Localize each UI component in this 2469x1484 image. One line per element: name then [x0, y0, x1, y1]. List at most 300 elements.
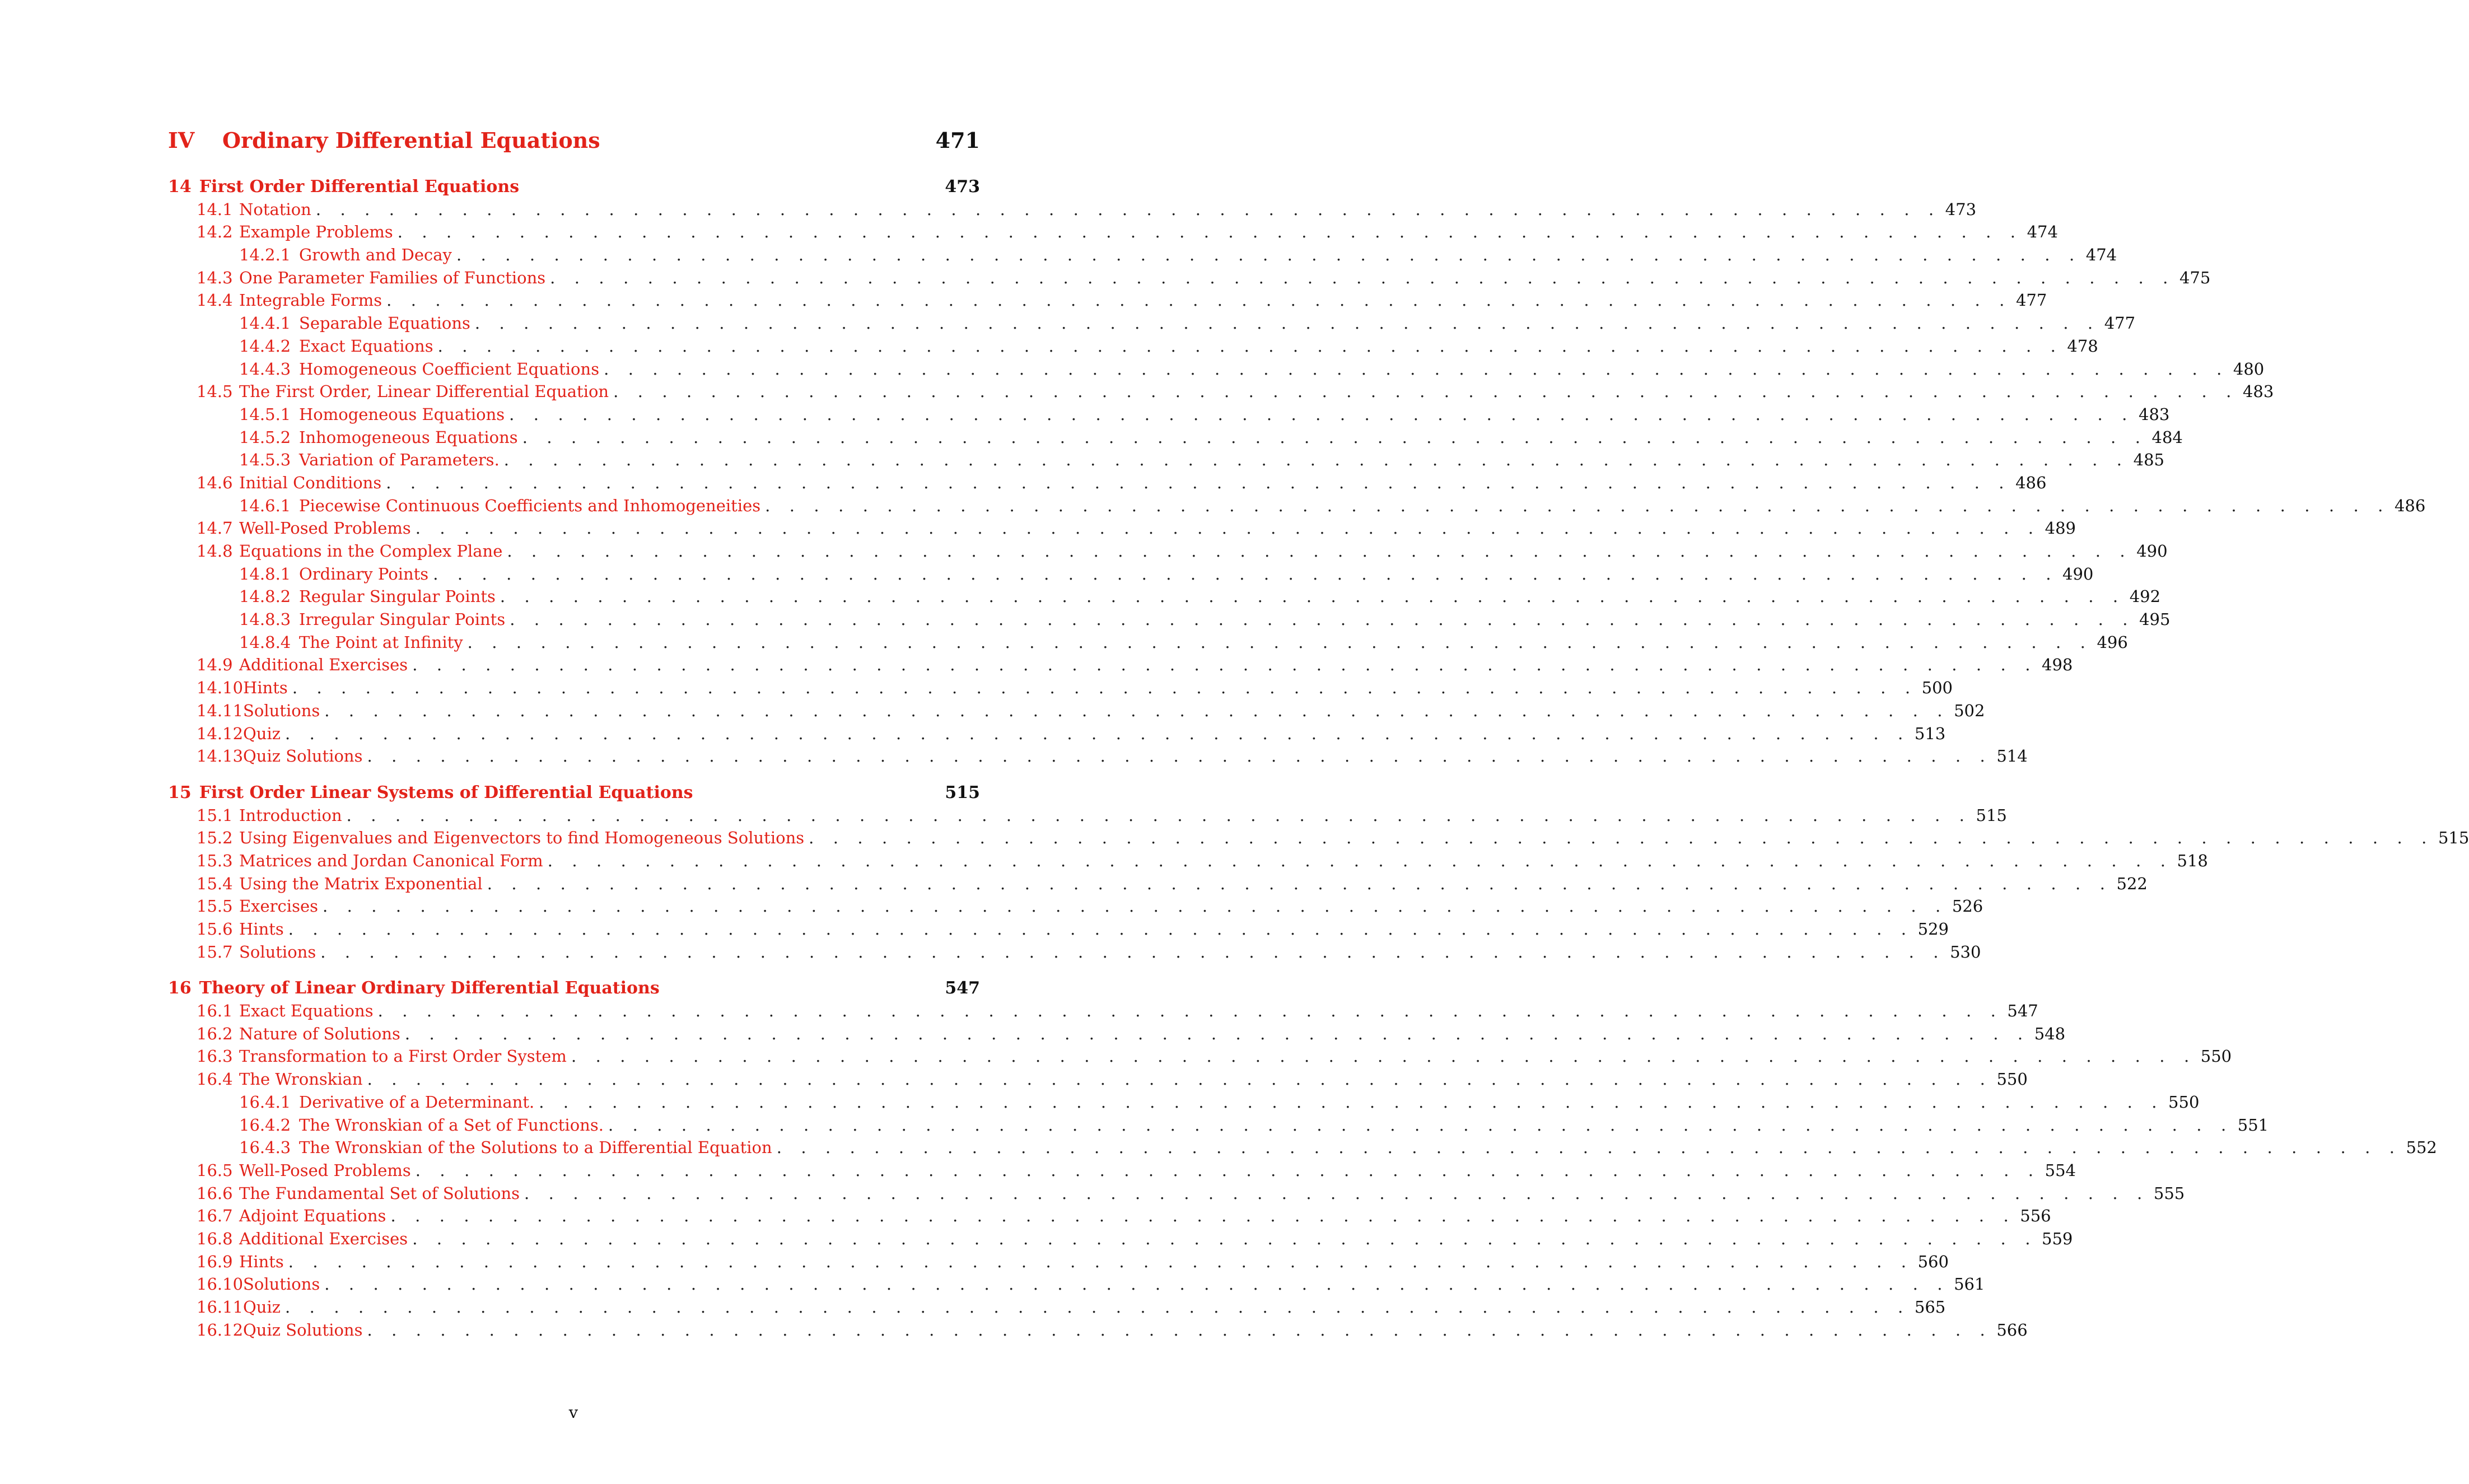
- section-number: 14.12: [197, 724, 244, 743]
- section-page: 490: [2136, 542, 2168, 561]
- toc-entry: [168, 874, 2148, 897]
- chapter-entries: [168, 805, 2469, 965]
- chapter-link[interactable]: [168, 177, 519, 197]
- chapter-number: 14: [168, 177, 192, 197]
- section-number: 14.7: [197, 519, 233, 538]
- toc-entry: [168, 1047, 2232, 1070]
- section-number: 15.6: [197, 920, 233, 939]
- chapter-heading: [168, 177, 980, 200]
- dot-leader: . . . . . . . . . . . . . . . . . . . . . . . . . . . . . . . . . . . . . . . . . . . . . . . . . . . . . . . . . . . . . . . . . . .: [547, 851, 2173, 870]
- toc-entry-link[interactable]: [197, 1252, 284, 1271]
- section-number: 16.6: [197, 1183, 233, 1203]
- toc-entry-link[interactable]: [239, 314, 470, 333]
- section-page: 489: [2045, 519, 2076, 538]
- toc-entry-link[interactable]: [197, 200, 311, 219]
- dot-leader: . . . . . . . . . . . . . . . . . . . . . . . . . . . . . . . . . . . . . . . . . . . . . . . . . . . . . . . . . . . . . . . . . . .: [346, 805, 1972, 825]
- chapter-number: 16: [168, 978, 192, 998]
- toc-entry-link[interactable]: [197, 678, 288, 697]
- dot-leader: . . . . . . . . . . . . . . . . . . . . . . . . . . . . . . . . . . . . . . . . . . . . . . . . . . . . . . . . . . . . . . . . . . .: [323, 897, 1948, 916]
- toc-entry: [168, 336, 2098, 360]
- dot-leader: . . . . . . . . . . . . . . . . . . . . . . . . . . . . . . . . . . . . . . . . . . . . . . . . . . . . . . . . . . . . . . . . . . .: [608, 1115, 2233, 1135]
- section-number: 16.5: [197, 1160, 233, 1180]
- section-title: Solutions: [239, 942, 316, 962]
- section-number: 14.11: [197, 701, 244, 720]
- toc-entry-link[interactable]: [197, 222, 393, 241]
- toc-entry: [168, 314, 2136, 337]
- toc-entry-link[interactable]: [197, 851, 543, 870]
- chapter-link[interactable]: [168, 978, 660, 998]
- section-number: 14.6.1: [239, 496, 291, 515]
- toc-entry-link[interactable]: [239, 405, 505, 424]
- toc-entry-link[interactable]: [239, 245, 452, 264]
- section-title: Exercises: [239, 897, 318, 916]
- dot-leader: . . . . . . . . . . . . . . . . . . . . . . . . . . . . . . . . . . . . . . . . . . . . . . . . . . . . . . . . . . . . . . . . . . .: [437, 336, 2063, 356]
- dot-leader: . . . . . . . . . . . . . . . . . . . . . . . . . . . . . . . . . . . . . . . . . . . . . . . . . . . . . . . . . . . . . . . . . . .: [433, 564, 2059, 584]
- dot-leader: . . . . . . . . . . . . . . . . . . . . . . . . . . . . . . . . . . . . . . . . . . . . . . . . . . . . . . . . . . . . . . . . . . .: [613, 382, 2238, 402]
- dot-leader: . . . . . . . . . . . . . . . . . . . . . . . . . . . . . . . . . . . . . . . . . . . . . . . . . . . . . . . . . . . . . . . . . . .: [386, 291, 2011, 310]
- section-number: 16.8: [197, 1229, 233, 1248]
- dot-leader: . . . . . . . . . . . . . . . . . . . . . . . . . . . . . . . . . . . . . . . . . . . . . . . . . . . . . . . . . . . . . . . . . . .: [292, 678, 1917, 698]
- toc-entry-link[interactable]: [197, 382, 609, 401]
- dot-leader: . . . . . . . . . . . . . . . . . . . . . . . . . . . . . . . . . . . . . . . . . . . . . . . . . . . . . . . . . . . . . . . . . . .: [524, 1183, 2149, 1203]
- dot-leader: . . . . . . . . . . . . . . . . . . . . . . . . . . . . . . . . . . . . . . . . . . . . . . . . . . . . . . . . . . . . . . . . . . .: [386, 473, 2011, 492]
- section-number: 14.4: [197, 291, 233, 310]
- section-page: 475: [2179, 268, 2211, 287]
- dot-leader: . . . . . . . . . . . . . . . . . . . . . . . . . . . . . . . . . . . . . . . . . . . . . . . . . . . . . . . . . . . . . . . . . . .: [604, 359, 2229, 379]
- section-number: 14.5.1: [239, 404, 291, 424]
- section-page: 522: [2116, 874, 2148, 893]
- dot-leader: . . . . . . . . . . . . . . . . . . . . . . . . . . . . . . . . . . . . . . . . . . . . . . . . . . . . . . . . . . . . . . . . . . .: [315, 199, 1941, 219]
- section-number: 16.2: [197, 1024, 233, 1043]
- section-page: 492: [2129, 587, 2161, 606]
- toc-entry-link[interactable]: [197, 1320, 362, 1340]
- dot-leader: . . . . . . . . . . . . . . . . . . . . . . . . . . . . . . . . . . . . . . . . . . . . . . . . . . . . . . . . . . . . . . . . . . .: [324, 701, 1950, 720]
- dot-leader: . . . . . . . . . . . . . . . . . . . . . . . . . . . . . . . . . . . . . . . . . . . . . . . . . . . . . . . . . . . . . . . . . . .: [503, 450, 2129, 470]
- toc-entry-link[interactable]: [239, 450, 500, 469]
- section-page: 477: [2104, 314, 2136, 333]
- section-page: 483: [2139, 404, 2170, 424]
- toc-entry-link[interactable]: [239, 337, 433, 356]
- toc-entry: [168, 268, 2211, 291]
- chapter-entries: [168, 199, 2426, 769]
- toc-entry-link[interactable]: [197, 724, 281, 743]
- section-page: 474: [2027, 222, 2058, 242]
- dot-leader: . . . . . . . . . . . . . . . . . . . . . . . . . . . . . . . . . . . . . . . . . . . . . . . . . . . . . . . . . . . . . . . . . . .: [510, 610, 2135, 629]
- toc-entry: [168, 222, 2058, 245]
- dot-leader: . . . . . . . . . . . . . . . . . . . . . . . . . . . . . . . . . . . . . . . . . . . . . . . . . . . . . . . . . . . . . . . . . . .: [415, 519, 2041, 538]
- toc-entry: [168, 746, 2028, 769]
- toc-entry: [168, 359, 2265, 382]
- toc-entry: [168, 897, 1983, 920]
- toc-entry: [168, 678, 1953, 701]
- toc-entry-link[interactable]: [197, 806, 342, 825]
- toc-entry-link[interactable]: [197, 1047, 567, 1066]
- toc-entry-link[interactable]: [197, 268, 545, 287]
- toc-entry: [168, 199, 1977, 223]
- toc-entry: [168, 1206, 2051, 1229]
- toc-entry-link[interactable]: [197, 1161, 411, 1180]
- section-title: Quiz: [243, 1298, 281, 1317]
- chapter-15: [168, 782, 2469, 965]
- section-title: Separable Equations: [299, 314, 470, 333]
- dot-leader: . . . . . . . . . . . . . . . . . . . . . . . . . . . . . . . . . . . . . . . . . . . . . . . . . . . . . . . . . . . . . . . . . . .: [285, 1298, 1910, 1317]
- toc-entry: [168, 1229, 2073, 1252]
- dot-leader: . . . . . . . . . . . . . . . . . . . . . . . . . . . . . . . . . . . . . . . . . . . . . . . . . . . . . . . . . . . . . . . . . . .: [550, 268, 2175, 287]
- section-title: Additional Exercises: [239, 1229, 408, 1248]
- toc-entry: [168, 1252, 1949, 1275]
- section-title: Variation of Parameters.: [299, 450, 500, 470]
- toc-entry-link[interactable]: [239, 633, 463, 652]
- toc-entry-link[interactable]: [197, 473, 381, 492]
- toc-entry: [168, 450, 2164, 473]
- section-page: 552: [2406, 1138, 2437, 1158]
- chapter-title: First Order Differential Equations: [199, 177, 520, 197]
- dot-leader: . . . . . . . . . . . . . . . . . . . . . . . . . . . . . . . . . . . . . . . . . . . . . . . . . . . . . . . . . . . . . . . . . . .: [390, 1206, 2016, 1226]
- chapter-entries: [168, 1001, 2437, 1343]
- dot-leader: . . . . . . . . . . . . . . . . . . . . . . . . . . . . . . . . . . . . . . . . . . . . . . . . . . . . . . . . . . . . . . . . . . .: [367, 1070, 1992, 1089]
- section-title: Hints: [239, 1252, 284, 1271]
- section-number: 16.10: [197, 1275, 244, 1294]
- section-title: Solutions: [243, 701, 320, 720]
- toc-entry-link[interactable]: [197, 1184, 520, 1203]
- dot-leader: . . . . . . . . . . . . . . . . . . . . . . . . . . . . . . . . . . . . . . . . . . . . . . . . . . . . . . . . . . . . . . . . . . .: [509, 404, 2134, 424]
- section-page: 478: [2067, 336, 2098, 356]
- toc-entry: [168, 1070, 2028, 1093]
- section-number: 16.4: [197, 1070, 233, 1089]
- toc-entry: [168, 1024, 2066, 1047]
- toc-entry-link[interactable]: [197, 1001, 374, 1020]
- toc-entry-link[interactable]: [239, 428, 518, 447]
- toc-entry-link[interactable]: [197, 1206, 386, 1225]
- section-page: 529: [1917, 920, 1949, 939]
- dot-leader: . . . . . . . . . . . . . . . . . . . . . . . . . . . . . . . . . . . . . . . . . . . . . . . . . . . . . . . . . . . . . . . . . . .: [285, 724, 1910, 743]
- dot-leader: . . . . . . . . . . . . . . . . . . . . . . . . . . . . . . . . . . . . . . . . . . . . . . . . . . . . . . . . . . . . . . . . . . .: [776, 1138, 2402, 1158]
- toc-entry: [168, 473, 2047, 496]
- section-title: Hints: [239, 920, 284, 939]
- section-number: 14.6: [197, 473, 233, 492]
- dot-leader: . . . . . . . . . . . . . . . . . . . . . . . . . . . . . . . . . . . . . . . . . . . . . . . . . . . . . . . . . . . . . . . . . . .: [487, 874, 2112, 893]
- toc-entry-link[interactable]: [197, 655, 408, 674]
- toc-entry: [168, 920, 1949, 942]
- toc-entry-link[interactable]: [197, 920, 284, 939]
- dot-leader: . . . . . . . . . . . . . . . . . . . . . . . . . . . . . . . . . . . . . . . . . . . . . . . . . . . . . . . . . . . . . . . . . . .: [571, 1047, 2196, 1066]
- section-number: 16.3: [197, 1047, 233, 1066]
- section-title: Homogeneous Coefficient Equations: [299, 359, 600, 379]
- toc-entry: [168, 404, 2170, 428]
- chapter-number: 15: [168, 782, 192, 802]
- section-page: 556: [2020, 1206, 2051, 1226]
- toc-entry-link[interactable]: [239, 360, 599, 379]
- section-number: 14.9: [197, 655, 233, 675]
- section-page: 559: [2042, 1229, 2073, 1248]
- toc-entry: [168, 427, 2183, 451]
- section-title: Irregular Singular Points: [299, 610, 506, 629]
- section-page: 477: [2015, 291, 2047, 310]
- dot-leader: . . . . . . . . . . . . . . . . . . . . . . . . . . . . . . . . . . . . . . . . . . . . . . . . . . . . . . . . . . . . . . . . . . .: [377, 1001, 2003, 1021]
- section-title: Using the Matrix Exponential: [239, 874, 483, 893]
- section-page: 547: [2007, 1001, 2038, 1021]
- toc-entry-link[interactable]: [239, 1138, 772, 1157]
- toc-entry: [168, 542, 2168, 564]
- toc-entry-link[interactable]: [197, 1024, 400, 1043]
- section-title: Inhomogeneous Equations: [299, 427, 518, 447]
- toc-entry: [168, 1138, 2437, 1161]
- section-page: 565: [1914, 1298, 1946, 1317]
- section-page: 490: [2062, 564, 2094, 584]
- toc-entry: [168, 1183, 2185, 1207]
- toc-entry: [168, 291, 2047, 314]
- section-page: 554: [2045, 1160, 2076, 1180]
- toc-entry: [168, 701, 1985, 724]
- section-page: 502: [1954, 701, 1985, 720]
- toc-entry: [168, 496, 2426, 519]
- chapter-title: First Order Linear Systems of Differential Equations: [199, 782, 693, 802]
- part-page: 471: [935, 128, 980, 153]
- section-number: 15.5: [197, 897, 233, 916]
- section-title: Ordinary Points: [299, 564, 429, 584]
- toc-entry: [168, 1115, 2269, 1138]
- toc-entry-link[interactable]: [197, 1229, 408, 1248]
- toc-entry: [168, 245, 2117, 268]
- toc-entry: [168, 1092, 2200, 1116]
- section-title: Hints: [243, 678, 288, 698]
- toc-entry: [168, 382, 2274, 405]
- section-title: Introduction: [239, 805, 342, 825]
- section-title: Derivative of a Determinant.: [299, 1092, 535, 1112]
- toc-entry: [168, 942, 1981, 965]
- section-number: 14.8.3: [239, 610, 291, 629]
- toc-entry: [168, 1298, 1946, 1320]
- section-number: 15.1: [197, 805, 233, 825]
- dot-leader: . . . . . . . . . . . . . . . . . . . . . . . . . . . . . . . . . . . . . . . . . . . . . . . . . . . . . . . . . . . . . . . . . . .: [809, 828, 2434, 848]
- table-of-contents: [168, 128, 2469, 1343]
- section-title: The Wronskian: [239, 1070, 363, 1089]
- toc-entry: [168, 828, 2469, 851]
- part-title: Ordinary Differential Equations: [222, 128, 600, 153]
- section-page: 486: [2394, 496, 2426, 515]
- section-title: Transformation to a First Order System: [239, 1047, 567, 1066]
- section-title: Example Problems: [239, 222, 393, 242]
- dot-leader: . . . . . . . . . . . . . . . . . . . . . . . . . . . . . . . . . . . . . . . . . . . . . . . . . . . . . . . . . . . . . . . . . . .: [474, 314, 2100, 333]
- section-title: The Fundamental Set of Solutions: [239, 1183, 520, 1203]
- page-number-footer: v: [568, 1403, 578, 1422]
- section-page: 515: [2438, 828, 2469, 848]
- dot-leader: . . . . . . . . . . . . . . . . . . . . . . . . . . . . . . . . . . . . . . . . . . . . . . . . . . . . . . . . . . . . . . . . . . .: [320, 942, 1946, 962]
- section-number: 14.5: [197, 382, 233, 402]
- section-title: Nature of Solutions: [239, 1024, 400, 1043]
- toc-entry-link[interactable]: [197, 1298, 281, 1317]
- section-title: Matrices and Jordan Canonical Form: [239, 851, 543, 870]
- section-page: 550: [2200, 1047, 2232, 1066]
- dot-leader: . . . . . . . . . . . . . . . . . . . . . . . . . . . . . . . . . . . . . . . . . . . . . . . . . . . . . . . . . . . . . . . . . . .: [412, 1229, 2038, 1248]
- section-title: Well-Posed Problems: [239, 519, 411, 538]
- section-number: 14.4.3: [239, 359, 291, 379]
- toc-entry-link[interactable]: [239, 610, 505, 629]
- section-number: 16.4.2: [239, 1115, 291, 1135]
- section-number: 14.8.2: [239, 587, 291, 606]
- section-number: 14.5.2: [239, 427, 291, 447]
- section-title: Solutions: [243, 1275, 320, 1294]
- toc-entry-link[interactable]: [197, 746, 362, 766]
- section-number: 14.2: [197, 222, 233, 242]
- section-number: 15.3: [197, 851, 233, 870]
- section-number: 16.7: [197, 1206, 233, 1226]
- dot-leader: . . . . . . . . . . . . . . . . . . . . . . . . . . . . . . . . . . . . . . . . . . . . . . . . . . . . . . . . . . . . . . . . . . .: [500, 587, 2125, 606]
- section-number: 14.8.4: [239, 632, 291, 652]
- chapter-16: [168, 978, 2437, 1343]
- toc-entry-link[interactable]: [197, 1070, 363, 1089]
- section-title: Exact Equations: [299, 336, 433, 356]
- section-page: 486: [2015, 473, 2047, 492]
- section-page: 498: [2042, 655, 2073, 675]
- section-title: Piecewise Continuous Coefficients and Inhomogeneities: [299, 496, 761, 515]
- chapter-page: 473: [945, 177, 980, 197]
- toc-entry: [168, 1001, 2038, 1024]
- toc-entry-link[interactable]: [197, 701, 320, 720]
- toc-entry-link[interactable]: [197, 942, 316, 962]
- toc-entry-link[interactable]: [197, 1275, 320, 1294]
- section-page: 566: [1996, 1320, 2028, 1340]
- section-number: 16.9: [197, 1252, 233, 1271]
- chapter-page: 515: [945, 782, 980, 802]
- section-page: 555: [2153, 1183, 2185, 1203]
- section-number: 14.2.1: [239, 245, 291, 265]
- chapter-title: Theory of Linear Ordinary Differential Equations: [199, 978, 660, 998]
- section-number: 16.4.1: [239, 1092, 291, 1112]
- section-title: Quiz Solutions: [243, 746, 363, 766]
- dot-leader: . . . . . . . . . . . . . . . . . . . . . . . . . . . . . . . . . . . . . . . . . . . . . . . . . . . . . . . . . . . . . . . . . . .: [412, 655, 2038, 675]
- section-number: 15.2: [197, 828, 233, 848]
- section-page: 496: [2097, 632, 2128, 652]
- section-page: 474: [2085, 245, 2117, 265]
- part-heading: [168, 128, 980, 166]
- toc-entry: [168, 610, 2171, 633]
- section-title: Well-Posed Problems: [239, 1160, 411, 1180]
- section-page: 484: [2151, 427, 2183, 447]
- section-page: 550: [2168, 1092, 2200, 1112]
- section-title: The Wronskian of the Solutions to a Differential Equation: [299, 1138, 772, 1158]
- toc-entry-link[interactable]: [239, 587, 496, 606]
- toc-entry-link[interactable]: [239, 564, 428, 584]
- section-page: 480: [2233, 359, 2265, 379]
- section-title: The First Order, Linear Differential Equation: [239, 382, 609, 402]
- dot-leader: . . . . . . . . . . . . . . . . . . . . . . . . . . . . . . . . . . . . . . . . . . . . . . . . . . . . . . . . . . . . . . . . . . .: [367, 746, 1992, 766]
- toc-entry: [168, 1160, 2076, 1184]
- section-title: Adjoint Equations: [239, 1206, 386, 1226]
- section-number: 14.13: [197, 746, 244, 766]
- section-page: 530: [1950, 942, 1981, 962]
- toc-entry-link[interactable]: [197, 291, 382, 310]
- section-page: 560: [1917, 1252, 1949, 1271]
- section-number: 14.4.2: [239, 336, 291, 356]
- chapter-link[interactable]: [168, 783, 693, 802]
- section-title: Initial Conditions: [239, 473, 382, 492]
- toc-entry: [168, 587, 2161, 610]
- section-title: Exact Equations: [239, 1001, 374, 1021]
- section-title: Integrable Forms: [239, 291, 382, 310]
- section-page: 526: [1952, 897, 1983, 916]
- section-page: 561: [1954, 1275, 1985, 1294]
- toc-entry-link[interactable]: [197, 897, 318, 916]
- section-page: 483: [2242, 382, 2274, 402]
- dot-leader: . . . . . . . . . . . . . . . . . . . . . . . . . . . . . . . . . . . . . . . . . . . . . . . . . . . . . . . . . . . . . . . . . . .: [765, 496, 2390, 515]
- section-title: Regular Singular Points: [299, 587, 496, 606]
- section-title: One Parameter Families of Functions: [239, 268, 546, 287]
- dot-leader: . . . . . . . . . . . . . . . . . . . . . . . . . . . . . . . . . . . . . . . . . . . . . . . . . . . . . . . . . . . . . . . . . . .: [404, 1024, 2030, 1043]
- section-page: 500: [1921, 678, 1953, 698]
- part-number: IV: [168, 128, 195, 153]
- toc-entry: [168, 851, 2208, 874]
- section-title: Quiz Solutions: [243, 1320, 363, 1340]
- chapter-heading: [168, 978, 980, 1001]
- section-number: 16.1: [197, 1001, 233, 1021]
- section-title: Quiz: [243, 724, 281, 743]
- section-page: 551: [2237, 1115, 2269, 1135]
- section-number: 14.10: [197, 678, 244, 698]
- toc-entry: [168, 632, 2128, 656]
- section-title: Equations in the Complex Plane: [239, 542, 503, 561]
- section-title: Additional Exercises: [239, 655, 408, 675]
- toc-entry-link[interactable]: [239, 1116, 604, 1135]
- dot-leader: . . . . . . . . . . . . . . . . . . . . . . . . . . . . . . . . . . . . . . . . . . . . . . . . . . . . . . . . . . . . . . . . . . .: [522, 427, 2148, 447]
- chapter-14: [168, 177, 2426, 769]
- section-page: 514: [1996, 746, 2028, 766]
- section-number: 14.8.1: [239, 564, 291, 584]
- toc-entry: [168, 805, 2007, 829]
- toc-entry-link[interactable]: [239, 496, 760, 515]
- section-number: 15.7: [197, 942, 233, 962]
- toc-entry: [168, 1320, 2028, 1343]
- section-page: 518: [2177, 851, 2208, 870]
- dot-leader: . . . . . . . . . . . . . . . . . . . . . . . . . . . . . . . . . . . . . . . . . . . . . . . . . . . . . . . . . . . . . . . . . . .: [507, 542, 2132, 561]
- toc-entry: [168, 564, 2094, 587]
- toc-entry-link[interactable]: [197, 519, 411, 538]
- dot-leader: . . . . . . . . . . . . . . . . . . . . . . . . . . . . . . . . . . . . . . . . . . . . . . . . . . . . . . . . . . . . . . . . . . .: [397, 222, 2023, 242]
- section-title: Homogeneous Equations: [299, 404, 505, 424]
- section-page: 550: [1996, 1070, 2028, 1089]
- section-number: 14.3: [197, 268, 233, 287]
- toc-entry-link[interactable]: [197, 874, 483, 893]
- section-page: 473: [1945, 199, 1977, 219]
- section-page: 513: [1914, 724, 1946, 743]
- part-link[interactable]: [168, 128, 600, 153]
- toc-entry-link[interactable]: [197, 828, 804, 847]
- chapter-page: 547: [945, 978, 980, 998]
- section-number: 14.1: [197, 199, 233, 219]
- section-number: 14.8: [197, 542, 233, 561]
- section-title: Using Eigenvalues and Eigenvectors to find Homogeneous Solutions: [239, 828, 805, 848]
- section-number: 16.4.3: [239, 1138, 291, 1158]
- dot-leader: . . . . . . . . . . . . . . . . . . . . . . . . . . . . . . . . . . . . . . . . . . . . . . . . . . . . . . . . . . . . . . . . . . .: [415, 1160, 2041, 1180]
- toc-entry: [168, 1275, 1985, 1298]
- section-page: 495: [2139, 610, 2171, 629]
- section-number: 16.12: [197, 1320, 244, 1340]
- dot-leader: . . . . . . . . . . . . . . . . . . . . . . . . . . . . . . . . . . . . . . . . . . . . . . . . . . . . . . . . . . . . . . . . . . .: [456, 245, 2081, 265]
- section-page: 485: [2133, 450, 2164, 470]
- section-number: 16.11: [197, 1298, 244, 1317]
- toc-entry: [168, 519, 2076, 542]
- toc-entry-link[interactable]: [197, 542, 502, 561]
- section-number: 15.4: [197, 874, 233, 893]
- section-title: Notation: [239, 199, 311, 219]
- section-title: The Wronskian of a Set of Functions.: [299, 1115, 604, 1135]
- section-number: 14.4.1: [239, 314, 291, 333]
- toc-entry-link[interactable]: [239, 1093, 534, 1112]
- toc-entry: [168, 724, 1946, 747]
- section-page: 548: [2034, 1024, 2066, 1043]
- dot-leader: . . . . . . . . . . . . . . . . . . . . . . . . . . . . . . . . . . . . . . . . . . . . . . . . . . . . . . . . . . . . . . . . . . .: [367, 1320, 1992, 1340]
- section-number: 14.5.3: [239, 450, 291, 470]
